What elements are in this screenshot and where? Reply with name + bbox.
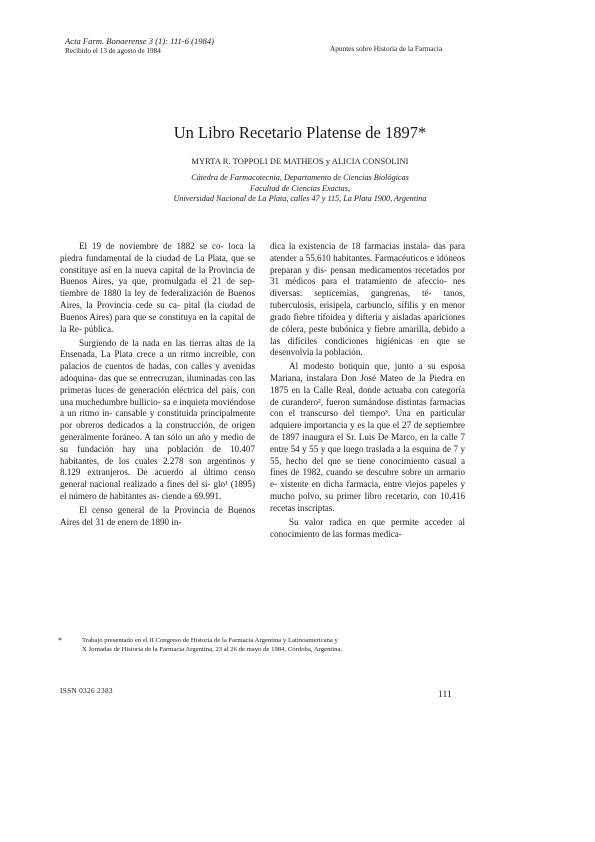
footnote-line: Trabajo presentado en el II Congreso de Historia de la Farmacia Argentina y Latinoamericana y bbox=[82, 637, 338, 644]
received-date: Recibido el 13 de agosto de 1984 bbox=[65, 47, 161, 55]
page-number: 111 bbox=[438, 689, 452, 700]
article-title: Un Libro Recetario Platense de 1897* bbox=[173, 123, 427, 142]
author-affiliation bbox=[70, 173, 530, 205]
body-paragraph: dica la existencia de 18 farmacias instala- das para atender a 55.610 habitantes. Farmacéuticos e idóneos preparan y dis- pensan medicamentos recetados por 31 médicos para el tratamiento de afeccio- nes diversas: septicemias, gangrenas, té- tanos, tuberculosis, erisipela, carbunclo, sífilis y en menor grado fiebre tifoidea y difteria y aisladas apariciones de cólera, peste bubónica y fiebre amarilla, debido a las difíciles condiciones higiénicas en que se desenvolvía la población. bbox=[270, 241, 465, 358]
body-paragraph: El 19 de noviembre de 1882 se co- loca la piedra fundamental de la ciudad de La Plata, que se constituye así en la nueva capital de la Provincia de Buenos Aires, ya que, promulgada el 21 de sep- tiembre de 1880 la ley de federalización de Buenos Aires, la Provincia cede su ca- pital (la ciudad de Buenos Aires) para que se constituya en la capital de la Re- pública. bbox=[60, 241, 255, 334]
journal-header bbox=[65, 36, 295, 56]
body-column-right bbox=[270, 241, 465, 540]
article-authors: MYRTA R. TOPPOLI DE MATHEOS y ALICIA CONSOLINI bbox=[191, 157, 409, 166]
body-column-left bbox=[60, 241, 255, 529]
issn: ISSN 0326 2383 bbox=[60, 686, 113, 695]
affiliation-line: Facultad de Ciencias Exactas, bbox=[249, 183, 351, 193]
footnote bbox=[58, 636, 470, 654]
body-paragraph: Su valor radica en que permite acceder al conocimiento de las formas medica- bbox=[270, 516, 465, 539]
footnote-mark: * bbox=[58, 636, 62, 645]
body-paragraph: Al modesto botiquín que, junto a su esposa Mariana, instalara Don José Mateo de la Piedra en 1875 en la Calle Real, donde actuaba con categoría de curandero², fueron sumándose distintas farmacias con el transcurso del tiempo³. Una en particular adquiere importancia y es la que el 27 de septiembre de 1897 inaugura el Sr. Luis De Marco, en la calle 7 entre 54 y 55 y que luego traslada a la esquina de 7 y 55, hecho del que se tiene conocimiento casual a fines de 1982, cuando se descubre sobre un armario e- xistente en dicha farmacia, entre viejos papeles y mucho polvo, su primer libro recetario, con 10.416 recetas inscriptas. bbox=[270, 361, 465, 513]
affiliation-line: Cátedra de Farmacotecnia, Departamento de Ciencias Biológicas bbox=[191, 173, 409, 182]
section-header: Apuntes sobre Historia de la Farmacia bbox=[330, 44, 443, 53]
body-paragraph: El censo general de la Provincia de Buenos Aires del 31 de enero de 1890 in- bbox=[60, 504, 255, 527]
body-paragraph: Surgiendo de la nada en las tierras altas de la Ensenada, La Plata crece a un ritmo increíble, con palacios de cuentos de hadas, con calles y avenidas adoquina- das que se entrecruzan, iluminadas con las primeras luces de generación eléctrica del país, con una muchedumbre bullicio- sa e inquieta moviéndose a un ritmo in- cansable y constituida principalmente por obreros dedicados a la construcción, de origen generalmente foráneo. A tan sólo un año y medio de su fundación hay una población de 10.407 habitantes, de los cuales 2.278 son argentinos y 8.129 extranjeros. De acuerdo al último censo general nacional realizado a fines del si- glo¹ (1895) el número de habitantes as- ciende a 69.991. bbox=[60, 337, 255, 502]
journal-citation: Acta Farm. Bonaerense 3 (1): 111-6 (1984) bbox=[65, 36, 214, 46]
affiliation-line: Universidad Nacional de La Plata, calles 47 y 115, La Plata 1900, Argentina bbox=[173, 194, 427, 203]
footnote-line: X Jornadas de Historia de la Farmacia Argentina, 23 al 26 de mayo de 1984, Córdoba, Argentina. bbox=[82, 645, 343, 653]
